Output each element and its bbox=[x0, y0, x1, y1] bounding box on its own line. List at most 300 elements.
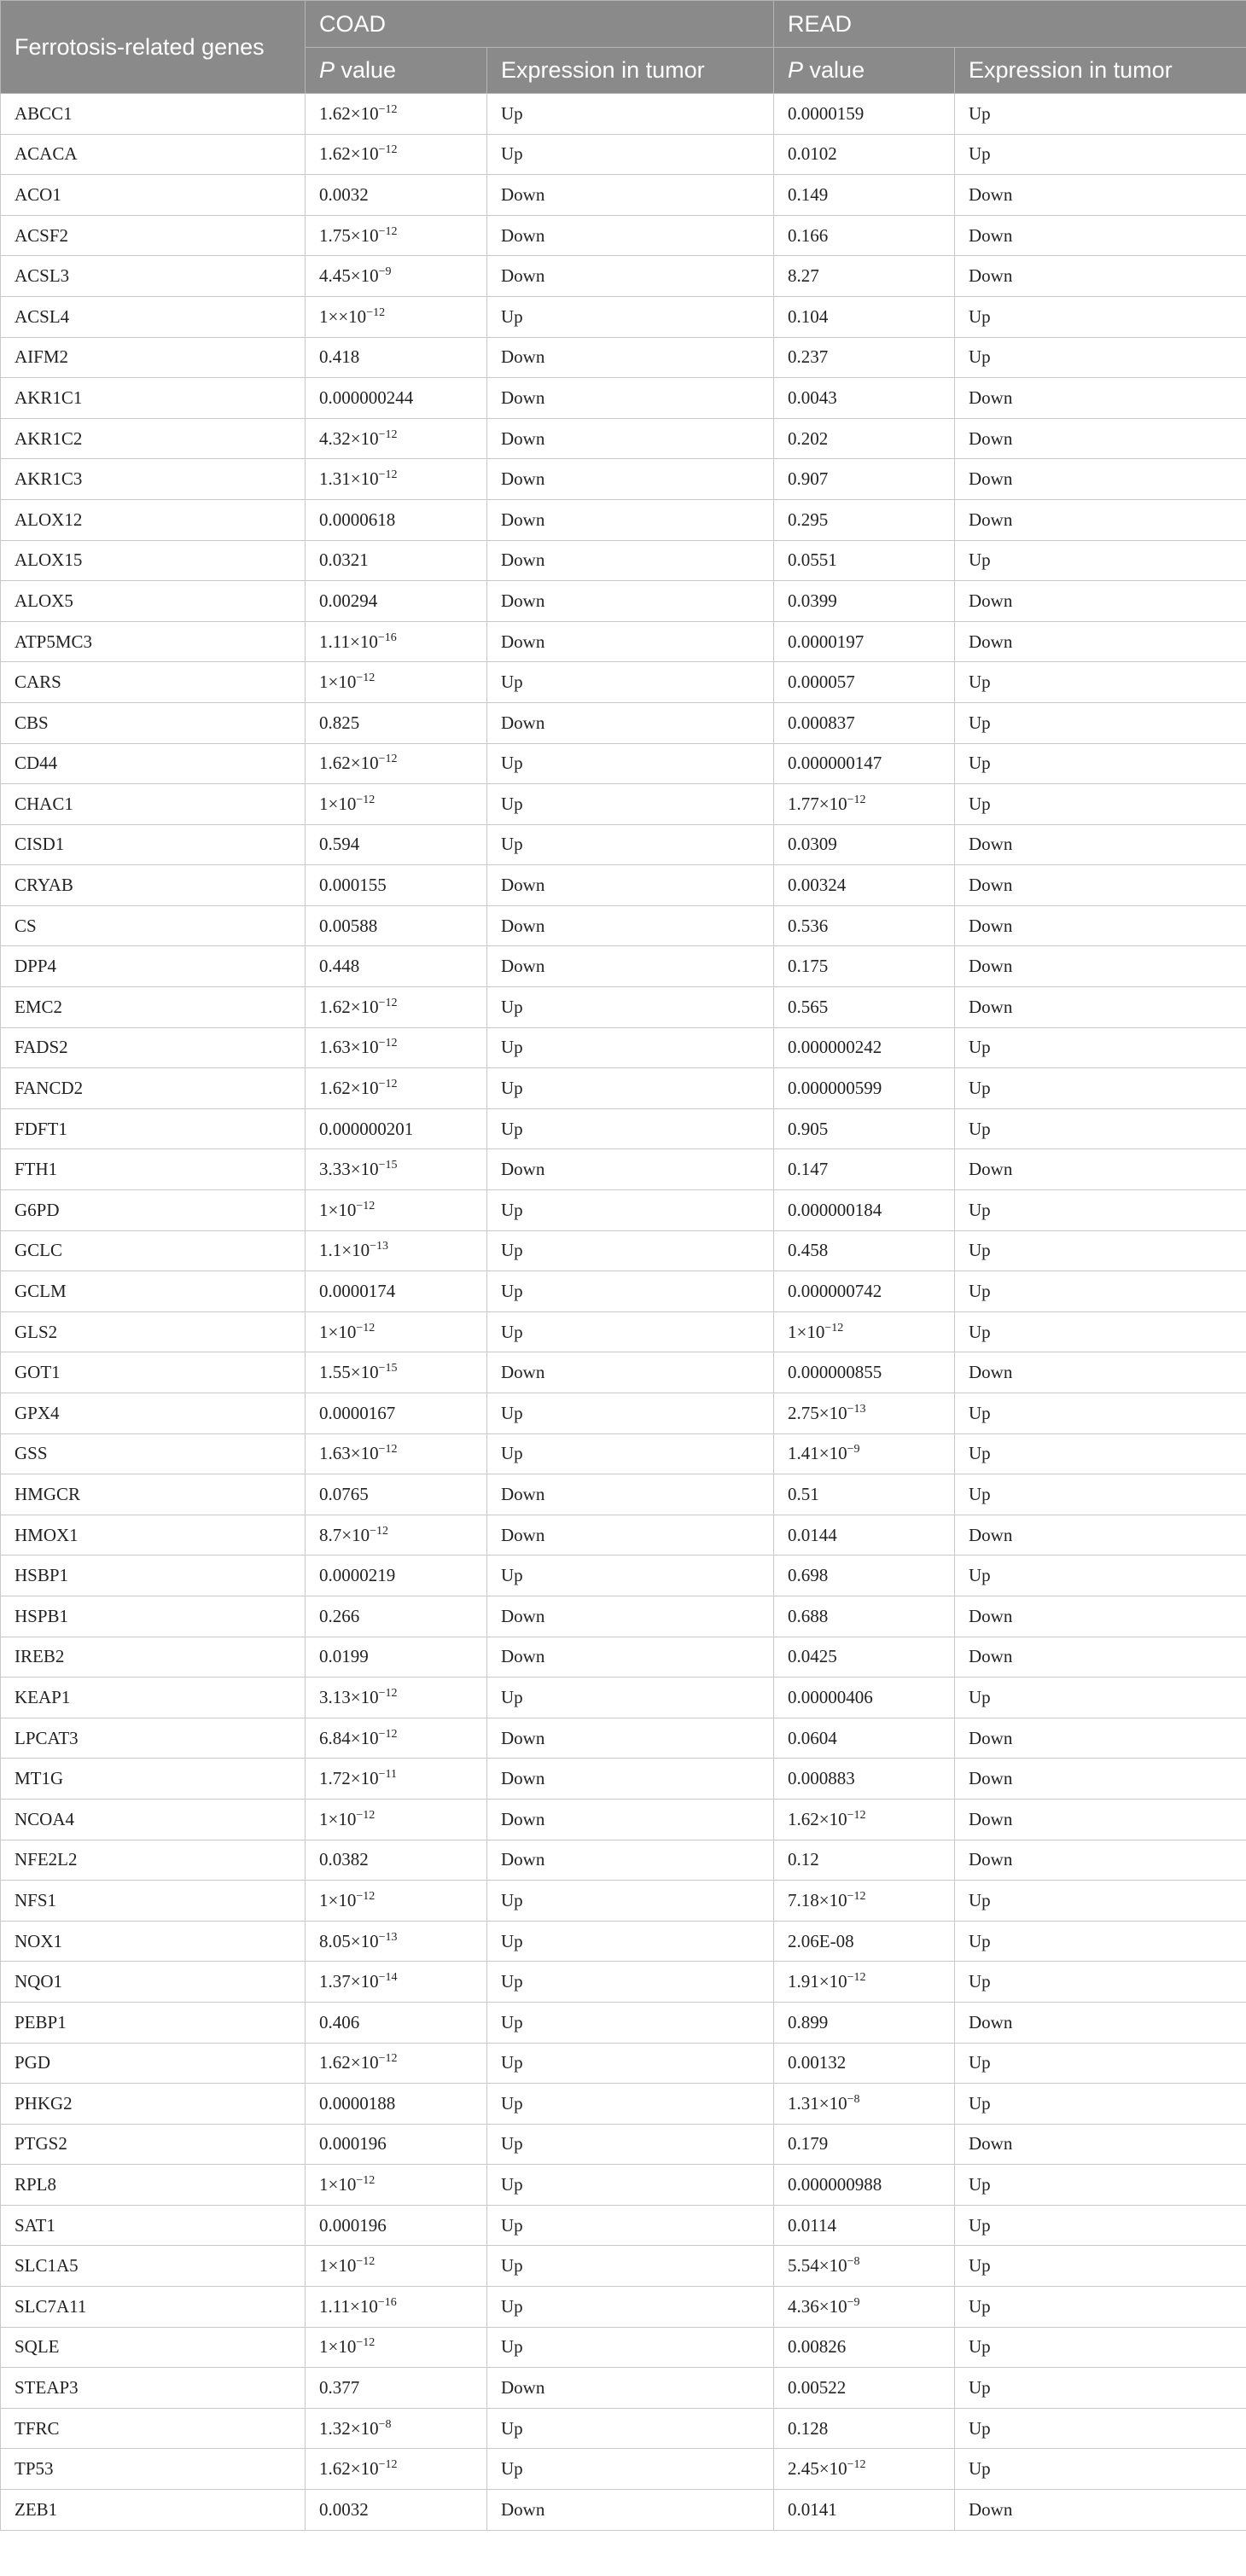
coad-p-value-cell: $1.11\times 10^{-16}$ bbox=[306, 621, 487, 662]
read-expression-cell: Up bbox=[955, 1921, 1246, 1962]
coad-expression-cell: Up bbox=[487, 1068, 774, 1109]
table-row bbox=[1, 1962, 1246, 2003]
read-p-value-cell: 0.688 bbox=[774, 1596, 955, 1637]
read-expression-cell: Down bbox=[955, 1515, 1246, 1555]
coad-p-value-cell: $1.11\times 10^{-16}$ bbox=[306, 2287, 487, 2328]
gene-name-cell: IREB2 bbox=[1, 1637, 306, 1678]
table-row bbox=[1, 1718, 1246, 1759]
table-row bbox=[1, 1311, 1246, 1352]
read-expression-cell: Down bbox=[955, 215, 1246, 256]
read-p-value-cell: 0.905 bbox=[774, 1108, 955, 1149]
read-expression-cell: Up bbox=[955, 1678, 1246, 1718]
gene-name-cell: GSS bbox=[1, 1433, 306, 1474]
gene-name-cell: FTH1 bbox=[1, 1149, 306, 1190]
coad-expression-cell: Down bbox=[487, 581, 774, 622]
coad-p-value-cell: $1.62\times 10^{-12}$ bbox=[306, 2043, 487, 2084]
coad-expression-cell: Down bbox=[487, 1596, 774, 1637]
gene-name-cell: ACSF2 bbox=[1, 215, 306, 256]
read-p-value-cell: 0.000883 bbox=[774, 1759, 955, 1800]
table-row bbox=[1, 1555, 1246, 1596]
gene-name-cell: CRYAB bbox=[1, 865, 306, 906]
coad-expression-cell: Up bbox=[487, 1921, 774, 1962]
read-p-value-cell: 0.295 bbox=[774, 499, 955, 540]
gene-name-cell: SAT1 bbox=[1, 2205, 306, 2246]
read-p-value-cell: 0.0604 bbox=[774, 1718, 955, 1759]
read-expression-cell: Up bbox=[955, 2246, 1246, 2287]
gene-name-cell: AIFM2 bbox=[1, 337, 306, 378]
read-expression-cell: Up bbox=[955, 1108, 1246, 1149]
coad-p-value-cell: $4.45\times 10^{-9}$ bbox=[306, 256, 487, 297]
read-expression-cell: Down bbox=[955, 824, 1246, 865]
coad-p-value-cell: 0.000000201 bbox=[306, 1108, 487, 1149]
coad-p-value-cell: 0.825 bbox=[306, 702, 487, 743]
gene-name-cell: CHAC1 bbox=[1, 784, 306, 825]
gene-name-cell: SLC1A5 bbox=[1, 2246, 306, 2287]
table-row bbox=[1, 2408, 1246, 2449]
read-p-value-cell: 0.149 bbox=[774, 175, 955, 216]
gene-name-cell: NCOA4 bbox=[1, 1799, 306, 1840]
read-expression-cell: Up bbox=[955, 1190, 1246, 1231]
table-row bbox=[1, 1596, 1246, 1637]
coad-expression-cell: Up bbox=[487, 1962, 774, 2003]
table-row bbox=[1, 540, 1246, 581]
coad-expression-cell: Down bbox=[487, 702, 774, 743]
coad-expression-cell: Up bbox=[487, 1190, 774, 1231]
table-row bbox=[1, 987, 1246, 1028]
read-expression-cell: Up bbox=[955, 2408, 1246, 2449]
table-row bbox=[1, 459, 1246, 500]
read-p-value-cell: 0.0043 bbox=[774, 378, 955, 419]
read-p-value-cell: 0.000000242 bbox=[774, 1027, 955, 1068]
gene-name-cell: ALOX5 bbox=[1, 581, 306, 622]
coad-p-value-cell: $1\times 10^{-12}$ bbox=[306, 2165, 487, 2206]
coad-group-header: COAD bbox=[306, 1, 774, 48]
coad-expression-cell: Down bbox=[487, 1474, 774, 1515]
read-expression-cell: Up bbox=[955, 1474, 1246, 1515]
read-p-value-cell: 0.0399 bbox=[774, 581, 955, 622]
read-p-value-cell: $2.45\times 10^{-12}$ bbox=[774, 2449, 955, 2490]
read-p-value-cell: 0.128 bbox=[774, 2408, 955, 2449]
coad-expression-cell: Down bbox=[487, 215, 774, 256]
coad-p-value-cell: 0.448 bbox=[306, 946, 487, 987]
coad-p-value-cell: $1\times 10^{-12}$ bbox=[306, 784, 487, 825]
coad-expression-cell: Down bbox=[487, 378, 774, 419]
coad-expression-cell: Up bbox=[487, 1311, 774, 1352]
read-p-value-cell: 0.698 bbox=[774, 1555, 955, 1596]
coad-expression-cell: Down bbox=[487, 1759, 774, 1800]
gene-name-cell: ACSL4 bbox=[1, 296, 306, 337]
table-row bbox=[1, 1149, 1246, 1190]
coad-p-value-cell: $1.62\times 10^{-12}$ bbox=[306, 134, 487, 175]
coad-expression-cell: Down bbox=[487, 621, 774, 662]
table-row bbox=[1, 2205, 1246, 2246]
table-row bbox=[1, 175, 1246, 216]
read-p-value-cell: 0.00324 bbox=[774, 865, 955, 906]
coad-p-value-cell: $1\times 10^{-12}$ bbox=[306, 1190, 487, 1231]
table-row bbox=[1, 499, 1246, 540]
read-p-value-cell: $7.18\times 10^{-12}$ bbox=[774, 1881, 955, 1922]
gene-name-cell: PEBP1 bbox=[1, 2002, 306, 2043]
gene-name-cell: ACO1 bbox=[1, 175, 306, 216]
read-expression-cell: Up bbox=[955, 784, 1246, 825]
gene-name-cell: ACACA bbox=[1, 134, 306, 175]
gene-name-cell: TFRC bbox=[1, 2408, 306, 2449]
table-row bbox=[1, 296, 1246, 337]
coad-p-value-cell: $1.1\times 10^{-13}$ bbox=[306, 1230, 487, 1271]
read-p-value-cell: 0.000000599 bbox=[774, 1068, 955, 1109]
coad-expression-cell: Up bbox=[487, 1678, 774, 1718]
table-row bbox=[1, 2368, 1246, 2409]
table-row bbox=[1, 743, 1246, 784]
read-expression-cell: Down bbox=[955, 378, 1246, 419]
coad-expression-cell: Down bbox=[487, 865, 774, 906]
gene-name-cell: HMOX1 bbox=[1, 1515, 306, 1555]
table-row bbox=[1, 1637, 1246, 1678]
read-p-value-cell: 0.104 bbox=[774, 296, 955, 337]
read-expression-cell: Up bbox=[955, 662, 1246, 703]
read-expression-cell: Down bbox=[955, 175, 1246, 216]
table-row bbox=[1, 1108, 1246, 1149]
coad-expression-cell: Down bbox=[487, 256, 774, 297]
read-p-value-cell: 0.0425 bbox=[774, 1637, 955, 1678]
gene-name-cell: ALOX15 bbox=[1, 540, 306, 581]
coad-p-value-cell: $1\times 10^{-12}$ bbox=[306, 1799, 487, 1840]
read-expression-cell: Up bbox=[955, 743, 1246, 784]
read-expression-cell: Down bbox=[955, 581, 1246, 622]
read-p-value-cell: $4.36\times 10^{-9}$ bbox=[774, 2287, 955, 2328]
table-row bbox=[1, 337, 1246, 378]
coad-p-value-cell: 0.0032 bbox=[306, 175, 487, 216]
coad-p-value-cell: $3.33\times 10^{-15}$ bbox=[306, 1149, 487, 1190]
read-expression-cell: Down bbox=[955, 2124, 1246, 2165]
coad-expression-cell: Up bbox=[487, 134, 774, 175]
read-p-value-cell: 0.12 bbox=[774, 1840, 955, 1881]
coad-expression-cell: Up bbox=[487, 2084, 774, 2125]
gene-name-cell: GCLM bbox=[1, 1271, 306, 1312]
coad-p-value-cell: 0.00588 bbox=[306, 905, 487, 946]
table-row bbox=[1, 946, 1246, 987]
gene-name-cell: CD44 bbox=[1, 743, 306, 784]
read-p-value-cell: $5.54\times 10^{-8}$ bbox=[774, 2246, 955, 2287]
coad-p-value-cell: 0.406 bbox=[306, 2002, 487, 2043]
gene-name-cell: NFE2L2 bbox=[1, 1840, 306, 1881]
read-expression-cell: Up bbox=[955, 2449, 1246, 2490]
coad-p-value-cell: $6.84\times 10^{-12}$ bbox=[306, 1718, 487, 1759]
read-p-value-cell: 8.27 bbox=[774, 256, 955, 297]
read-expression-cell: Up bbox=[955, 2084, 1246, 2125]
table-row bbox=[1, 94, 1246, 135]
read-p-value-cell: 0.000000742 bbox=[774, 1271, 955, 1312]
read-p-value-cell: 0.202 bbox=[774, 418, 955, 459]
coad-expression-cell: Down bbox=[487, 540, 774, 581]
table-row bbox=[1, 1921, 1246, 1962]
coad-p-value-cell: $1\times\times 10^{-12}$ bbox=[306, 296, 487, 337]
coad-expression-cell: Down bbox=[487, 1637, 774, 1678]
table-row bbox=[1, 134, 1246, 175]
read-p-value-cell: 0.0000197 bbox=[774, 621, 955, 662]
coad-p-value-cell: 0.000155 bbox=[306, 865, 487, 906]
read-p-value-cell: 0.000000855 bbox=[774, 1352, 955, 1393]
gene-name-cell: GLS2 bbox=[1, 1311, 306, 1352]
coad-p-value-cell: 0.0000167 bbox=[306, 1393, 487, 1434]
coad-expression-cell: Down bbox=[487, 1840, 774, 1881]
read-p-value-cell: 0.00132 bbox=[774, 2043, 955, 2084]
coad-p-value-cell: $1.55\times 10^{-15}$ bbox=[306, 1352, 487, 1393]
table-row bbox=[1, 256, 1246, 297]
coad-p-value-cell: $1.75\times 10^{-12}$ bbox=[306, 215, 487, 256]
coad-expression-cell: Down bbox=[487, 2368, 774, 2409]
table-row bbox=[1, 621, 1246, 662]
read-expression-cell: Down bbox=[955, 2002, 1246, 2043]
read-p-value-cell: 0.000000147 bbox=[774, 743, 955, 784]
read-expression-cell: Down bbox=[955, 1840, 1246, 1881]
table-row bbox=[1, 702, 1246, 743]
table-row bbox=[1, 2327, 1246, 2368]
coad-p-value-cell: 0.0321 bbox=[306, 540, 487, 581]
read-p-value-cell: 0.565 bbox=[774, 987, 955, 1028]
coad-expression-cell: Up bbox=[487, 987, 774, 1028]
read-expression-cell: Down bbox=[955, 946, 1246, 987]
read-expression-cell: Down bbox=[955, 905, 1246, 946]
gene-name-cell: PTGS2 bbox=[1, 2124, 306, 2165]
read-expression-cell: Down bbox=[955, 499, 1246, 540]
read-expression-cell: Up bbox=[955, 540, 1246, 581]
read-expression-cell: Up bbox=[955, 1068, 1246, 1109]
table-row bbox=[1, 2124, 1246, 2165]
gene-name-cell: KEAP1 bbox=[1, 1678, 306, 1718]
coad-p-value-cell: $1\times 10^{-12}$ bbox=[306, 2327, 487, 2368]
read-p-value-cell: $2.75\times 10^{-13}$ bbox=[774, 1393, 955, 1434]
coad-expression-cell: Up bbox=[487, 1027, 774, 1068]
read-expression-cell: Up bbox=[955, 2368, 1246, 2409]
coad-p-value-cell: $1.63\times 10^{-12}$ bbox=[306, 1433, 487, 1474]
coad-p-value-cell: $1\times 10^{-12}$ bbox=[306, 1881, 487, 1922]
gene-name-cell: NFS1 bbox=[1, 1881, 306, 1922]
gene-name-cell: LPCAT3 bbox=[1, 1718, 306, 1759]
coad-expression-cell: Up bbox=[487, 1108, 774, 1149]
coad-p-value-cell: $1.62\times 10^{-12}$ bbox=[306, 94, 487, 135]
read-p-value-cell: 0.000057 bbox=[774, 662, 955, 703]
read-expression-cell: Up bbox=[955, 2327, 1246, 2368]
coad-expression-cell: Up bbox=[487, 2002, 774, 2043]
read-expression-cell: Down bbox=[955, 1718, 1246, 1759]
table-row bbox=[1, 1271, 1246, 1312]
table-header bbox=[1, 1, 1246, 94]
read-p-value-cell: 0.175 bbox=[774, 946, 955, 987]
coad-expression-cell: Up bbox=[487, 743, 774, 784]
coad-p-value-cell: $1\times 10^{-12}$ bbox=[306, 1311, 487, 1352]
coad-expression-cell: Up bbox=[487, 2287, 774, 2328]
coad-expression-cell: Up bbox=[487, 824, 774, 865]
read-expression-cell: Down bbox=[955, 1799, 1246, 1840]
gene-name-cell: CARS bbox=[1, 662, 306, 703]
read-p-value-cell: 0.000000988 bbox=[774, 2165, 955, 2206]
coad-p-value-cell: 0.0382 bbox=[306, 1840, 487, 1881]
read-expression-cell: Up bbox=[955, 1881, 1246, 1922]
coad-expression-cell: Down bbox=[487, 1718, 774, 1759]
coad-expression-cell: Down bbox=[487, 1799, 774, 1840]
table-row bbox=[1, 215, 1246, 256]
read-p-value-cell: 0.147 bbox=[774, 1149, 955, 1190]
coad-expression-cell: Up bbox=[487, 2124, 774, 2165]
read-expression-cell: Down bbox=[955, 256, 1246, 297]
table-row bbox=[1, 824, 1246, 865]
gene-name-cell: HSPB1 bbox=[1, 1596, 306, 1637]
gene-name-cell: CBS bbox=[1, 702, 306, 743]
coad-expression-cell: Up bbox=[487, 784, 774, 825]
table-row bbox=[1, 1352, 1246, 1393]
gene-name-cell: PHKG2 bbox=[1, 2084, 306, 2125]
read-expression-cell: Down bbox=[955, 2490, 1246, 2531]
read-p-value-cell: 0.907 bbox=[774, 459, 955, 500]
coad-expression-cell: Down bbox=[487, 1149, 774, 1190]
gene-name-cell: HMGCR bbox=[1, 1474, 306, 1515]
coad-expression-cell: Down bbox=[487, 905, 774, 946]
coad-p-value-cell: $1.37\times 10^{-14}$ bbox=[306, 1962, 487, 2003]
gene-column-header: Ferrotosis-related genes bbox=[1, 1, 306, 94]
gene-name-cell: SLC7A11 bbox=[1, 2287, 306, 2328]
read-p-value-cell: 0.179 bbox=[774, 2124, 955, 2165]
coad-expression-cell: Up bbox=[487, 2246, 774, 2287]
coad-expression-cell: Down bbox=[487, 337, 774, 378]
read-expression-cell: Up bbox=[955, 2165, 1246, 2206]
read-p-value-cell: 0.00000406 bbox=[774, 1678, 955, 1718]
read-p-value-cell: 0.00826 bbox=[774, 2327, 955, 2368]
coad-p-value-cell: 0.0000174 bbox=[306, 1271, 487, 1312]
coad-p-value-cell: $8.7\times 10^{-12}$ bbox=[306, 1515, 487, 1555]
read-expression-cell: Up bbox=[955, 337, 1246, 378]
table-row bbox=[1, 418, 1246, 459]
gene-name-cell: CISD1 bbox=[1, 824, 306, 865]
coad-expression-cell: Down bbox=[487, 1515, 774, 1555]
read-expression-cell: Up bbox=[955, 134, 1246, 175]
read-expression-cell: Down bbox=[955, 1759, 1246, 1800]
coad-expression-cell: Up bbox=[487, 2205, 774, 2246]
coad-expression-cell: Up bbox=[487, 662, 774, 703]
table-row bbox=[1, 1881, 1246, 1922]
gene-name-cell: NOX1 bbox=[1, 1921, 306, 1962]
read-expression-cell: Down bbox=[955, 865, 1246, 906]
read-expression-cell: Down bbox=[955, 459, 1246, 500]
gene-name-cell: AKR1C1 bbox=[1, 378, 306, 419]
table-row bbox=[1, 2165, 1246, 2206]
coad-p-value-cell: 0.594 bbox=[306, 824, 487, 865]
read-expression-cell: Up bbox=[955, 296, 1246, 337]
table-row bbox=[1, 1027, 1246, 1068]
read-expression-cell: Down bbox=[955, 621, 1246, 662]
table-row bbox=[1, 2490, 1246, 2531]
gene-name-cell: GPX4 bbox=[1, 1393, 306, 1434]
coad-p-value-cell: 0.0199 bbox=[306, 1637, 487, 1678]
coad-p-value-cell: $1.63\times 10^{-12}$ bbox=[306, 1027, 487, 1068]
coad-p-value-cell: 0.000196 bbox=[306, 2124, 487, 2165]
read-expression-cell: Up bbox=[955, 1393, 1246, 1434]
table-row bbox=[1, 1799, 1246, 1840]
coad-expression-cell: Up bbox=[487, 2449, 774, 2490]
coad-p-value-cell: 0.0765 bbox=[306, 1474, 487, 1515]
coad-p-value-cell: 0.0000618 bbox=[306, 499, 487, 540]
read-p-value-cell: $1.77\times 10^{-12}$ bbox=[774, 784, 955, 825]
coad-p-value-cell: 0.00294 bbox=[306, 581, 487, 622]
read-expression-cell: Down bbox=[955, 1149, 1246, 1190]
table-row bbox=[1, 2287, 1246, 2328]
gene-name-cell: AKR1C2 bbox=[1, 418, 306, 459]
coad-p-value-cell: 0.0000219 bbox=[306, 1555, 487, 1596]
read-p-value-cell: $1.91\times 10^{-12}$ bbox=[774, 1962, 955, 2003]
coad-p-value-cell: $1.62\times 10^{-12}$ bbox=[306, 2449, 487, 2490]
coad-expression-cell: Up bbox=[487, 94, 774, 135]
read-expression-cell: Up bbox=[955, 2287, 1246, 2328]
coad-p-value-header: P value bbox=[306, 48, 487, 94]
read-p-value-cell: 0.536 bbox=[774, 905, 955, 946]
gene-name-cell: ATP5MC3 bbox=[1, 621, 306, 662]
gene-name-cell: DPP4 bbox=[1, 946, 306, 987]
coad-p-value-cell: 0.266 bbox=[306, 1596, 487, 1637]
coad-expression-cell: Up bbox=[487, 2165, 774, 2206]
table-row bbox=[1, 2002, 1246, 2043]
table-body bbox=[1, 94, 1246, 2531]
coad-expression-cell: Down bbox=[487, 1352, 774, 1393]
table-row bbox=[1, 1393, 1246, 1434]
table-row bbox=[1, 662, 1246, 703]
gene-name-cell: RPL8 bbox=[1, 2165, 306, 2206]
read-p-value-cell: 0.51 bbox=[774, 1474, 955, 1515]
read-p-value-cell: 0.0000159 bbox=[774, 94, 955, 135]
coad-expression-cell: Up bbox=[487, 1433, 774, 1474]
gene-name-cell: MT1G bbox=[1, 1759, 306, 1800]
read-p-value-cell: $1.41\times 10^{-9}$ bbox=[774, 1433, 955, 1474]
table-row bbox=[1, 2084, 1246, 2125]
table-row bbox=[1, 1433, 1246, 1474]
table-row bbox=[1, 2449, 1246, 2490]
read-p-value-cell: 0.00522 bbox=[774, 2368, 955, 2409]
read-p-value-cell: 0.0102 bbox=[774, 134, 955, 175]
read-expression-cell: Up bbox=[955, 1271, 1246, 1312]
read-expression-cell: Down bbox=[955, 418, 1246, 459]
read-expression-cell: Up bbox=[955, 1555, 1246, 1596]
read-expression-cell: Down bbox=[955, 1637, 1246, 1678]
coad-p-value-cell: $4.32\times 10^{-12}$ bbox=[306, 418, 487, 459]
coad-p-value-cell: $1\times 10^{-12}$ bbox=[306, 662, 487, 703]
read-expression-cell: Up bbox=[955, 2205, 1246, 2246]
read-p-value-header: P value bbox=[774, 48, 955, 94]
read-p-value-cell: 0.0309 bbox=[774, 824, 955, 865]
read-expression-cell: Up bbox=[955, 94, 1246, 135]
table-row bbox=[1, 1230, 1246, 1271]
coad-p-value-cell: $1.31\times 10^{-12}$ bbox=[306, 459, 487, 500]
read-p-value-cell: 0.0114 bbox=[774, 2205, 955, 2246]
table-row bbox=[1, 1068, 1246, 1109]
coad-expression-header: Expression in tumor bbox=[487, 48, 774, 94]
gene-name-cell: ACSL3 bbox=[1, 256, 306, 297]
gene-name-cell: FDFT1 bbox=[1, 1108, 306, 1149]
table-row bbox=[1, 905, 1246, 946]
coad-expression-cell: Up bbox=[487, 1271, 774, 1312]
table-row bbox=[1, 865, 1246, 906]
read-expression-cell: Down bbox=[955, 1596, 1246, 1637]
coad-p-value-cell: $1.72\times 10^{-11}$ bbox=[306, 1759, 487, 1800]
read-p-value-cell: 0.0144 bbox=[774, 1515, 955, 1555]
coad-p-value-cell: 0.000000244 bbox=[306, 378, 487, 419]
table-row bbox=[1, 1840, 1246, 1881]
gene-name-cell: ZEB1 bbox=[1, 2490, 306, 2531]
read-expression-cell: Up bbox=[955, 1311, 1246, 1352]
coad-p-value-cell: 0.0000188 bbox=[306, 2084, 487, 2125]
read-p-value-cell: 0.166 bbox=[774, 215, 955, 256]
coad-expression-cell: Down bbox=[487, 459, 774, 500]
read-p-value-cell: 0.458 bbox=[774, 1230, 955, 1271]
gene-name-cell: HSBP1 bbox=[1, 1555, 306, 1596]
